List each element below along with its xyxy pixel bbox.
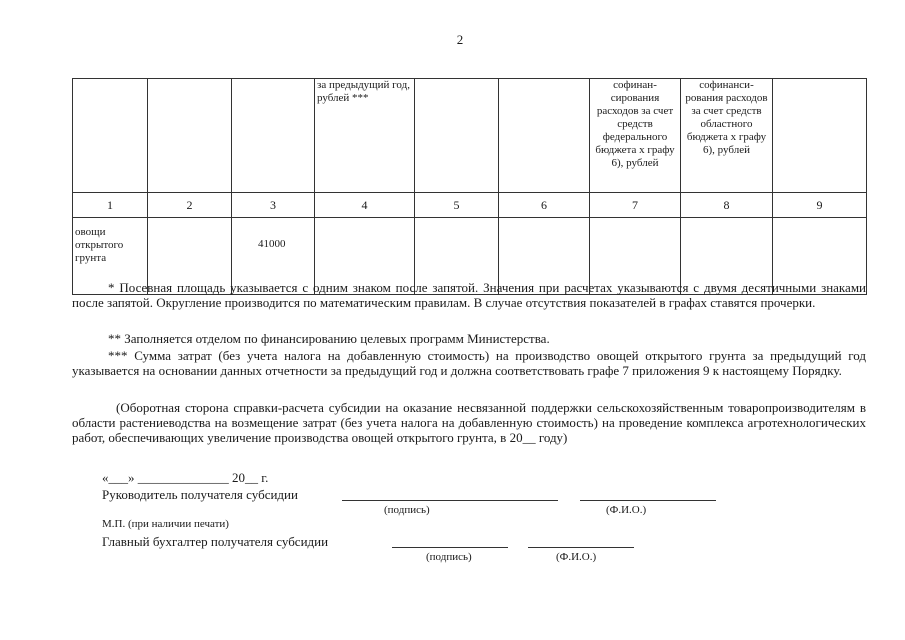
column-number: 6 <box>499 193 590 218</box>
stamp-note: М.П. (при наличии печати) <box>102 518 229 530</box>
header-cell <box>773 79 867 193</box>
column-number: 1 <box>73 193 148 218</box>
header-cell: софинан-сирования расходов за счет средств федерального бюджета х графу 6), рублей <box>590 79 681 193</box>
head-fio-caption: (Ф.И.О.) <box>606 504 647 516</box>
column-number: 3 <box>232 193 315 218</box>
table-cell: 41000 <box>232 218 315 295</box>
column-number: 5 <box>415 193 499 218</box>
header-cell <box>232 79 315 193</box>
column-number: 4 <box>315 193 415 218</box>
head-signature-line <box>342 500 558 501</box>
head-fio-line <box>580 500 716 501</box>
date-line: «___» ______________ 20__ г. <box>102 470 269 485</box>
footnote-3: *** Сумма затрат (без учета налога на добавленную стоимость) на производство овощей открытого грунта за предыдущий год указывается на основании данных отчетности за предыдущий год и должна соответствовать графе 7 приложения 9 к настоящему Порядку. <box>72 348 866 378</box>
footnote-2: ** Заполняется отделом по финансированию целевых программ Министерства. <box>108 331 550 346</box>
table-number-row <box>73 193 867 218</box>
table-cell: овощи открытого грунта <box>73 218 148 295</box>
footnote-1: * Посевная площадь указывается с одним знаком после запятой. Значения при расчетах указываются с двумя десятичными знаками после запятой. Округление производится по математическим правилам. В случае отсутствия показателей в графах ставятся прочерки. <box>72 280 866 310</box>
head-signature-caption: (подпись) <box>384 504 430 516</box>
reverse-side-note: (Оборотная сторона справки-расчета субсидии на оказание несвязанной поддержки сельскохозяйственным товаропроизводителям в области растениеводства на возмещение затрат (без учета налога на добавленную стоимость) на проведение комплекса агротехнологических работ, обеспечивающих увеличение производства овощей открытого грунта, в 20__ году) <box>72 400 866 445</box>
header-cell: софинанси-рования расходов за счет средств областного бюджета х графу 6), рублей <box>681 79 773 193</box>
column-number: 7 <box>590 193 681 218</box>
accountant-fio-caption: (Ф.И.О.) <box>556 551 597 563</box>
header-cell: за предыдущий год, рублей *** <box>315 79 415 193</box>
subsidy-table <box>72 78 867 295</box>
page-number: 2 <box>456 32 464 47</box>
column-number: 8 <box>681 193 773 218</box>
accountant-signature-caption: (подпись) <box>426 551 472 563</box>
header-cell <box>499 79 590 193</box>
header-cell <box>73 79 148 193</box>
head-signatory-label: Руководитель получателя субсидии <box>102 487 298 502</box>
column-number: 9 <box>773 193 867 218</box>
accountant-fio-line <box>528 547 634 548</box>
header-cell <box>148 79 232 193</box>
header-cell <box>415 79 499 193</box>
column-number: 2 <box>148 193 232 218</box>
accountant-label: Главный бухгалтер получателя субсидии <box>102 534 329 549</box>
table-header-row <box>73 79 867 193</box>
accountant-signature-line <box>392 547 508 548</box>
